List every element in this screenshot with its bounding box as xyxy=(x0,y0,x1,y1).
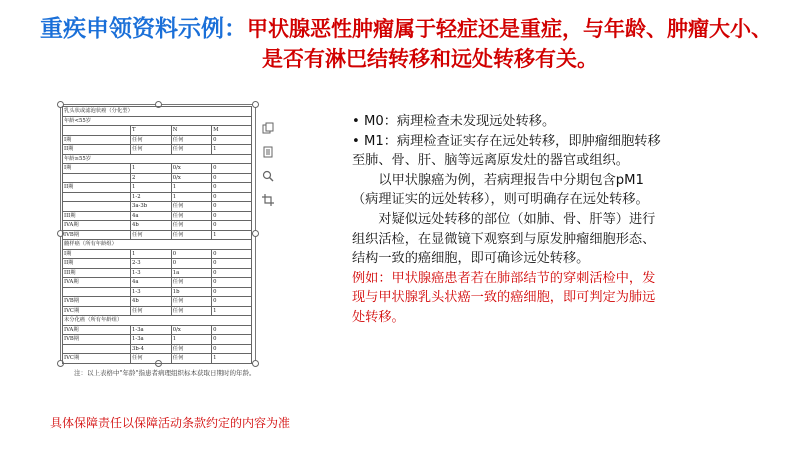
table-cell: 1 xyxy=(171,192,211,202)
title-line-1 xyxy=(40,14,780,44)
table-cell: 0 xyxy=(212,259,252,269)
table-row xyxy=(63,173,252,183)
table-cell xyxy=(63,344,131,354)
table-cell: 1 xyxy=(131,249,172,259)
table-row xyxy=(63,154,252,164)
zoom-icon[interactable] xyxy=(262,170,274,182)
table-cell: 1 xyxy=(212,354,252,364)
resize-handle[interactable] xyxy=(252,101,259,108)
table-cell: 任何 xyxy=(171,354,211,364)
table-cell: 3a-3b xyxy=(131,202,172,212)
table-row xyxy=(63,116,252,126)
table-row xyxy=(63,230,252,240)
table-cell: 任何 xyxy=(171,145,211,155)
table-cell xyxy=(63,173,131,183)
table-cell: 4a xyxy=(131,211,172,221)
biopsy-paragraph: 对疑似远处转移的部位（如肺、骨、肝等）进行组织活检，在显微镜下观察到与原发肿瘤细胞形态、结构一致的癌细胞，即可确诊远处转移。 xyxy=(352,211,656,267)
table-row xyxy=(63,306,252,316)
table-cell: 任何 xyxy=(171,211,211,221)
table-cell: IVB期 xyxy=(63,335,131,345)
table-cell: 任何 xyxy=(171,306,211,316)
copy-icon[interactable] xyxy=(262,122,274,134)
table-cell: 1 xyxy=(171,335,211,345)
table-row xyxy=(63,202,252,212)
example-paragraph: 例如：甲状腺癌患者若在肺部结节的穿刺活检中，发现与甲状腺乳头状癌一致的癌细胞，即可判定为肺远处转移。 xyxy=(352,270,656,325)
table-cell: 4a xyxy=(131,278,172,288)
table-row xyxy=(63,278,252,288)
table-cell: 1 xyxy=(171,183,211,193)
table-row xyxy=(63,211,252,221)
title-sub-line-2: 是否有淋巴结转移和远处转移有关。 xyxy=(262,47,598,71)
title-main: 重疾申领资料示例： xyxy=(40,16,247,42)
table-cell: I期 xyxy=(63,164,131,174)
table-cell: 任何 xyxy=(171,297,211,307)
table-cell: II期 xyxy=(63,259,131,269)
table-row xyxy=(63,316,252,326)
table-cell: 0 xyxy=(212,135,252,145)
table-cell: I期 xyxy=(63,135,131,145)
table-cell: 0 xyxy=(212,297,252,307)
table-cell: 任何 xyxy=(171,221,211,231)
table-row xyxy=(63,221,252,231)
table-cell: 1b xyxy=(171,287,211,297)
table-row xyxy=(63,135,252,145)
table-row xyxy=(63,183,252,193)
table-section-label: 年龄≥55岁 xyxy=(63,154,252,164)
table-cell: 0 xyxy=(171,259,211,269)
table-row xyxy=(63,240,252,250)
document-image[interactable] xyxy=(60,104,256,404)
table-cell: II期 xyxy=(63,145,131,155)
table-section-label: 髓样癌（所有年龄组） xyxy=(63,240,252,250)
table-row xyxy=(63,268,252,278)
table-section-label: 乳头状或滤泡状癌（分化型） xyxy=(63,107,252,117)
footer-disclaimer: 具体保障责任以保障活动条款约定的内容为准 xyxy=(50,416,291,430)
pm1-paragraph: 以甲状腺癌为例，若病理报告中分期包含pM1（病理证实的远处转移），则可明确存在远处转移。 xyxy=(352,172,649,208)
table-cell: 任何 xyxy=(171,278,211,288)
table-cell: 0 xyxy=(212,287,252,297)
table-cell: 任何 xyxy=(131,354,172,364)
table-row xyxy=(63,164,252,174)
table-cell: 2-3 xyxy=(131,259,172,269)
explanation-text xyxy=(352,112,662,328)
table-cell: III期 xyxy=(63,268,131,278)
table-row xyxy=(63,354,252,364)
table-cell: 1-2 xyxy=(131,192,172,202)
table-row xyxy=(63,287,252,297)
table-cell: 0 xyxy=(212,164,252,174)
table-cell: 任何 xyxy=(131,230,172,240)
doc-icon[interactable] xyxy=(262,146,274,158)
table-cell: 1 xyxy=(131,164,172,174)
table-cell xyxy=(63,287,131,297)
table-cell: 0 xyxy=(212,335,252,345)
table-cell: 4b xyxy=(131,297,172,307)
m0-definition: • M0：病理检查未发现远处转移。 xyxy=(352,114,556,129)
table-cell: 0 xyxy=(212,173,252,183)
table-row xyxy=(63,145,252,155)
image-toolbar xyxy=(262,122,276,218)
table-cell: T xyxy=(131,126,172,136)
table-cell: 1-3a xyxy=(131,325,172,335)
table-row xyxy=(63,344,252,354)
table-cell: 任何 xyxy=(171,202,211,212)
table-row xyxy=(63,192,252,202)
slide-title xyxy=(40,14,780,74)
table-cell: 1-3a xyxy=(131,335,172,345)
table-row xyxy=(63,325,252,335)
table-cell: I期 xyxy=(63,249,131,259)
table-cell: 任何 xyxy=(131,306,172,316)
table-cell: 0 xyxy=(212,268,252,278)
table-row xyxy=(63,259,252,269)
table-cell xyxy=(63,126,131,136)
table-cell: 任何 xyxy=(131,145,172,155)
staging-table xyxy=(62,106,252,364)
table-cell: 0 xyxy=(212,183,252,193)
table-cell: 2 xyxy=(131,173,172,183)
table-cell: 任何 xyxy=(171,135,211,145)
table-cell: 1-3 xyxy=(131,268,172,278)
table-cell: 任何 xyxy=(131,135,172,145)
table-row xyxy=(63,335,252,345)
table-cell: 1a xyxy=(171,268,211,278)
table-cell: III期 xyxy=(63,211,131,221)
table-cell: 0/x xyxy=(171,325,211,335)
table-cell: IVA期 xyxy=(63,221,131,231)
table-cell: IVC期 xyxy=(63,354,131,364)
table-cell: 1 xyxy=(212,230,252,240)
table-cell: 0 xyxy=(212,211,252,221)
table-row xyxy=(63,126,252,136)
table-cell xyxy=(63,192,131,202)
table-cell: 0 xyxy=(212,249,252,259)
table-cell: 0 xyxy=(212,221,252,231)
table-cell: 0 xyxy=(212,202,252,212)
m1-definition: • M1：病理检查证实存在远处转移，即肿瘤细胞转移至肺、骨、肝、脑等远离原发灶的器官或组织。 xyxy=(352,133,661,169)
table-cell: IVC期 xyxy=(63,306,131,316)
table-cell: 任何 xyxy=(171,230,211,240)
table-cell: 1 xyxy=(212,306,252,316)
table-cell xyxy=(63,202,131,212)
table-row xyxy=(63,297,252,307)
table-cell: 0 xyxy=(212,192,252,202)
resize-handle[interactable] xyxy=(252,230,259,237)
table-cell: 4b xyxy=(131,221,172,231)
table-cell: 1 xyxy=(131,183,172,193)
table-cell: 0/x xyxy=(171,164,211,174)
table-section-label: 未分化癌（所有年龄组） xyxy=(63,316,252,326)
title-sub-line-1: 甲状腺恶性肿瘤属于轻症还是重症，与年龄、肿瘤大小、 xyxy=(247,17,772,41)
table-cell: 0/x xyxy=(171,173,211,183)
table-cell: 任何 xyxy=(171,344,211,354)
table-cell: IVA期 xyxy=(63,278,131,288)
table-cell: 1-3 xyxy=(131,287,172,297)
table-row xyxy=(63,107,252,117)
table-cell: IVB期 xyxy=(63,297,131,307)
table-cell: II期 xyxy=(63,183,131,193)
table-cell: 0 xyxy=(212,278,252,288)
table-cell: 3b-4 xyxy=(131,344,172,354)
table-cell: 0 xyxy=(212,344,252,354)
table-cell: 0 xyxy=(212,325,252,335)
table-cell: IVA期 xyxy=(63,325,131,335)
crop-icon[interactable] xyxy=(262,194,274,206)
table-cell: IVB期 xyxy=(63,230,131,240)
table-row xyxy=(63,249,252,259)
table-cell: 1 xyxy=(212,145,252,155)
table-cell: 0 xyxy=(171,249,211,259)
table-cell: N xyxy=(171,126,211,136)
table-section-label: 年龄<55岁 xyxy=(63,116,252,126)
table-cell: M xyxy=(212,126,252,136)
document-note: 注：以上表格中"年龄"指患者病理组织标本获取日期时的年龄。 xyxy=(74,369,256,377)
